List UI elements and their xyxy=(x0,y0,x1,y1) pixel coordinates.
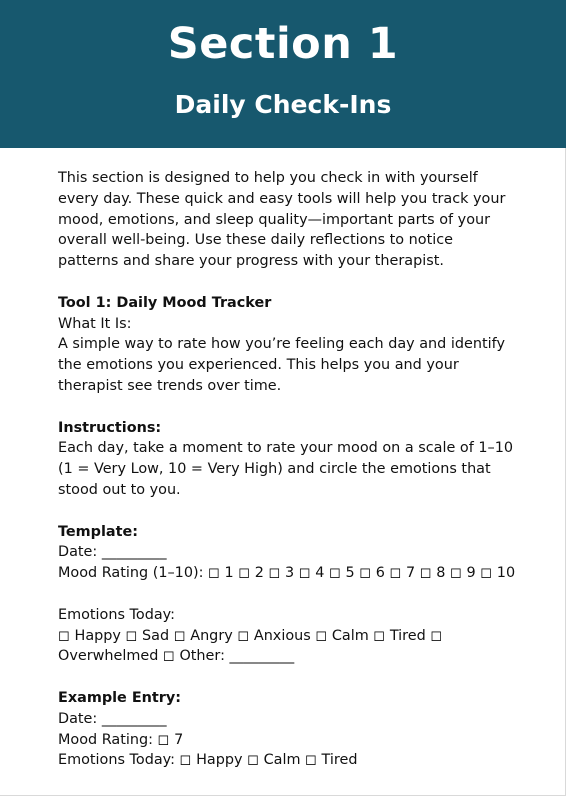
template-date-line: Date: _________ xyxy=(58,544,167,561)
example-heading: Example Entry: xyxy=(58,689,182,706)
instructions-line: stood out to you. xyxy=(58,481,181,498)
instructions-heading: Instructions: xyxy=(58,419,162,436)
template-mood-rating-line: Mood Rating (1–10): ◻ 1 ◻ 2 ◻ 3 ◻ 4 ◻ 5 ◻ 6 ◻ 7 ◻ 8 ◻ 9 ◻ 10 xyxy=(58,565,516,582)
tool1-heading: Tool 1: Daily Mood Tracker xyxy=(58,294,272,311)
tool1-block xyxy=(58,293,528,397)
template-block xyxy=(58,522,528,668)
what-it-is-line: therapist see trends over time. xyxy=(58,377,282,394)
template-heading: Template: xyxy=(58,523,138,540)
section-title: Section 1 xyxy=(167,19,399,69)
intro-line: mood, emotions, and sleep quality—important parts of your xyxy=(58,211,491,228)
body-content xyxy=(58,168,528,771)
template-emotions-options: Overwhelmed ◻ Other: _________ xyxy=(58,648,295,665)
intro-line: overall well-being. Use these daily reflections to notice xyxy=(58,232,453,249)
template-emotions-label: Emotions Today: xyxy=(58,606,175,623)
instructions-line: Each day, take a moment to rate your mood on a scale of 1–10 xyxy=(58,440,514,457)
example-block xyxy=(58,688,528,771)
intro-paragraph xyxy=(58,168,528,272)
intro-line: patterns and share your progress with your therapist. xyxy=(58,253,444,270)
intro-line: This section is designed to help you check in with yourself xyxy=(58,170,478,186)
what-it-is-label: What It Is: xyxy=(58,315,132,332)
intro-line: every day. These quick and easy tools will help you track your xyxy=(58,190,506,207)
what-it-is-line: A simple way to rate how you’re feeling each day and identify xyxy=(58,336,505,353)
example-mood-rating-line: Mood Rating: ◻ 7 xyxy=(58,731,184,748)
instructions-line: (1 = Very Low, 10 = Very High) and circle the emotions that xyxy=(58,461,491,478)
instructions-block xyxy=(58,418,528,501)
what-it-is-line: the emotions you experienced. This helps you and your xyxy=(58,357,459,374)
example-date-line: Date: _________ xyxy=(58,710,167,727)
example-emotions-line: Emotions Today: ◻ Happy ◻ Calm ◻ Tired xyxy=(58,752,358,769)
template-emotions-options: ◻ Happy ◻ Sad ◻ Angry ◻ Anxious ◻ Calm ◻ Tired ◻ xyxy=(58,627,443,644)
section-header xyxy=(0,0,566,148)
section-subtitle: Daily Check-Ins xyxy=(174,90,392,119)
